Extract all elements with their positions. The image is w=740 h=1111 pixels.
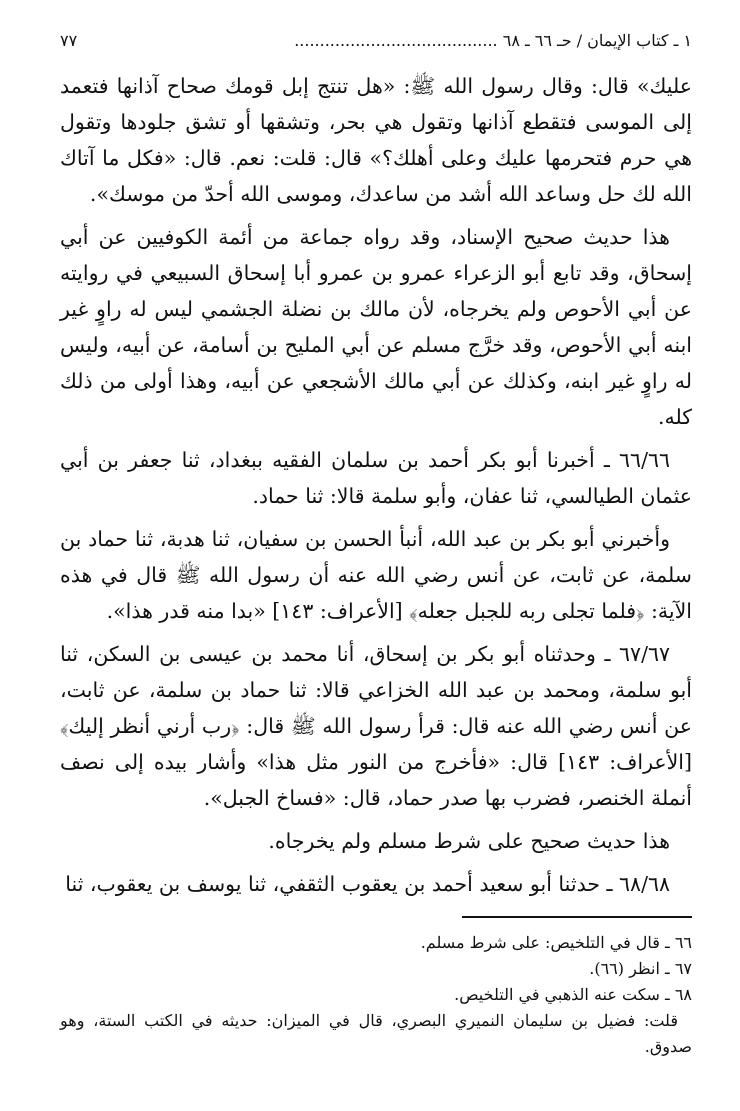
paragraph-4: وأخبرني أبو بكر بن عبد الله، أنبأ الحسن بن سفيان، ثنا هدبة، ثنا حماد بن سلمة، عن ثابت، عن أنس رضي الله عنه أن رسول الله ﷺ قال في هذه الآية: ﴿فلما تجلى ربه للجبل جعله﴾ [الأعراف: ١٤٣] «بدا منه قدر هذا». (60, 527, 692, 623)
page-number: ٧٧ (60, 31, 78, 50)
paragraph-1: عليك» قال: وقال رسول الله ﷺ: «هل تنتج إبل قومك صحاح آذانها فتعمد إلى الموسى فتقطع آذانها وتقول هي بحر، وتشقها أو تشق جلودها وتقول هي حرم فتحرمها عليك وعلى أهلك؟» قال: قلت: نعم. قال: «فكل ما آتاك الله لك حل وساعد الله أشد من ساعدك، وموسى الله أحدّ من موسك». (60, 74, 692, 206)
footnote-66: ٦٦ ـ قال في التلخيص: على شرط مسلم. (420, 933, 692, 952)
main-text (60, 68, 692, 902)
running-header (60, 28, 692, 68)
paragraph-2: هذا حديث صحيح الإسناد، وقد رواه جماعة من أئمة الكوفيين عن أبي إسحاق، وقد تابع أبو الزعراء عمرو بن عمرو أبا إسحاق السبيعي في روايته عن أبي الأحوص ولم يخرجاه، لأن مالك بن نضلة الجشمي ليس له راوٍ غير ابنه أبي الأحوص، وقد خرَّج مسلم عن أبي المليح بن أسامة، عن أبيه، وليس له راوٍ غير ابنه، وكذلك عن أبي مالك الأشجعي عن أبيه، وهذا أولى من ذلك كله. (60, 225, 692, 429)
footnote-divider (462, 916, 692, 918)
footnote-68-comment: قلت: فضيل بن سليمان النميري البصري، قال في الميزان: حديثه في الكتب الستة، وهو صدوق. (60, 1011, 692, 1056)
running-title: ١ ـ كتاب الإيمان / حـ ٦٦ ـ ٦٨ ........................................ (294, 31, 692, 50)
hadith-66-paragraph: ٦٦/٦٦ ـ أخبرنا أبو بكر أحمد بن سلمان الفقيه ببغداد، ثنا جعفر بن أبي عثمان الطيالسي، ثنا عفان، وأبو سلمة قالا: ثنا حماد. (60, 448, 692, 508)
footnote-67: ٦٧ ـ انظر (٦٦). (589, 959, 692, 978)
paragraph-6: هذا حديث صحيح على شرط مسلم ولم يخرجاه. (268, 829, 670, 853)
footnotes (60, 930, 692, 1060)
hadith-67-paragraph: ٦٧/٦٧ ـ وحدثناه أبو بكر بن إسحاق، أنا محمد بن عيسى بن السكن، ثنا أبو سلمة، ومحمد بن عبد الله الخزاعي قالا: ثنا حماد بن سلمة، عن ثابت، عن أنس رضي الله عنه قال: قرأ رسول الله ﷺ قال: ﴿رب أرني أنظر إليك﴾ [الأعراف: ١٤٣] قال: «فأخرج من النور مثل هذا» وأشار بيده إلى نصف أنملة الخنصر، فضرب بها صدر حماد، قال: «فساخ الجبل». (60, 642, 692, 810)
footnote-68: ٦٨ ـ سكت عنه الذهبي في التلخيص. (454, 985, 692, 1004)
hadith-68-paragraph: ٦٨/٦٨ ـ حدثنا أبو سعيد أحمد بن يعقوب الثقفي، ثنا يوسف بن يعقوب، ثنا (65, 872, 670, 896)
